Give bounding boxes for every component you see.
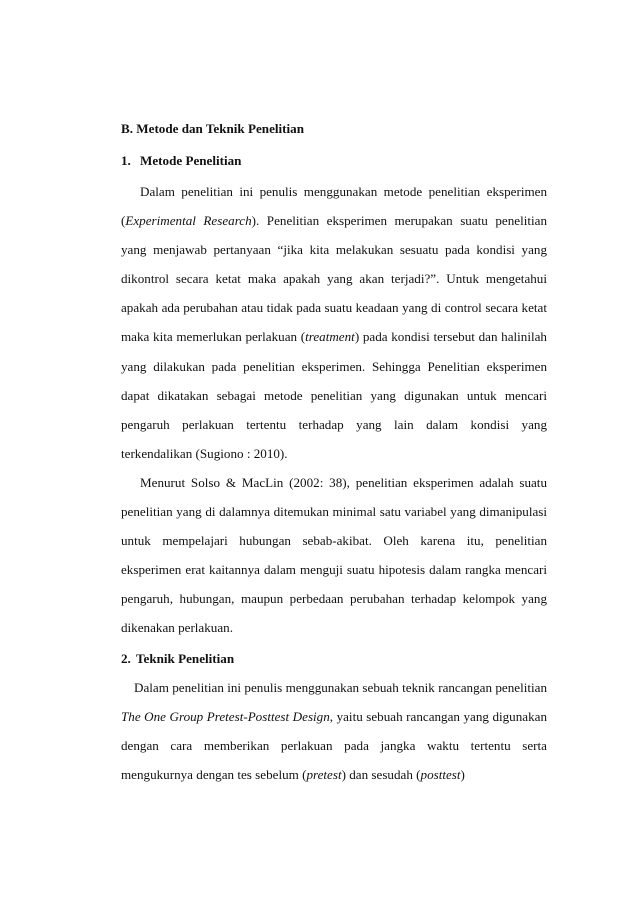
text-run: ) dan sesudah ( [341, 766, 421, 782]
paragraph-teknik-1 [121, 673, 547, 789]
subheading-number: 2. [121, 650, 131, 666]
text-run: ) [460, 766, 465, 782]
paragraph-metode-1 [121, 177, 547, 468]
text-run: ). Penelitian eksperimen merupakan suatu penelitian yang menjawab pertanyaan “jika kita melakukan sesuatu pada kondisi yang dikontrol secara ketat maka apakah yang akan terjadi?”. Untuk mengetahui apakah ada perubahan atau tidak pada suatu keadaan yang di control secara ketat maka kita memerlukan perlakuan ( [121, 213, 547, 345]
section-heading: B. Metode dan Teknik Penelitian [121, 121, 304, 136]
subheading-title: Teknik Penelitian [136, 650, 235, 666]
subheading-teknik-penelitian [121, 651, 547, 667]
text-run: Dalam penelitian ini penulis menggunakan metode penelitian eksperimen ( [121, 184, 547, 229]
italic-term-design: The One Group Pretest-Posttest Design [121, 708, 330, 724]
document-page [121, 106, 547, 789]
subheading-number: 1. [121, 153, 131, 168]
italic-term-posttest: posttest [420, 766, 461, 782]
text-run: ) pada kondisi tersebut dan halinilah yang dilakukan pada penelitian eksperimen. Sehingga Penelitian eksperimen dapat dikatakan sebagai metode penelitian yang digunakan untuk mencari pengaruh perlakuan tertentu terhadap yang lain dalam kondisi yang terkendalikan (Sugiono : 2010). [121, 329, 547, 461]
italic-term-pretest: pretest [306, 766, 342, 782]
italic-term-experimental-research: Experimental Research [125, 213, 252, 229]
paragraph-metode-2: Menurut Solso & MacLin (2002: 38), penelitian eksperimen adalah suatu penelitian yang di dalamnya ditemukan minimal satu variabel yang dimanipulasi untuk mempelajari hubungan sebab-akibat. Oleh karena itu, penelitian eksperimen erat kaitannya dalam menguji suatu hipotesis dalam rangka mencari pengaruh, hubungan, maupun perbedaan perubahan terhadap kelompok yang dikenakan perlakuan. [121, 474, 547, 636]
subheading-title: Metode Penelitian [140, 153, 242, 168]
subheading-metode-penelitian [121, 153, 547, 169]
text-run: Dalam penelitian ini penulis menggunakan sebuah teknik rancangan penelitian [134, 679, 547, 695]
text-run: , yaitu sebuah rancangan yang digunakan dengan cara memberikan perlakuan pada jangka waktu tertentu serta mengukurnya dengan tes sebelum ( [121, 708, 547, 782]
italic-term-treatment: treatment [305, 329, 355, 345]
